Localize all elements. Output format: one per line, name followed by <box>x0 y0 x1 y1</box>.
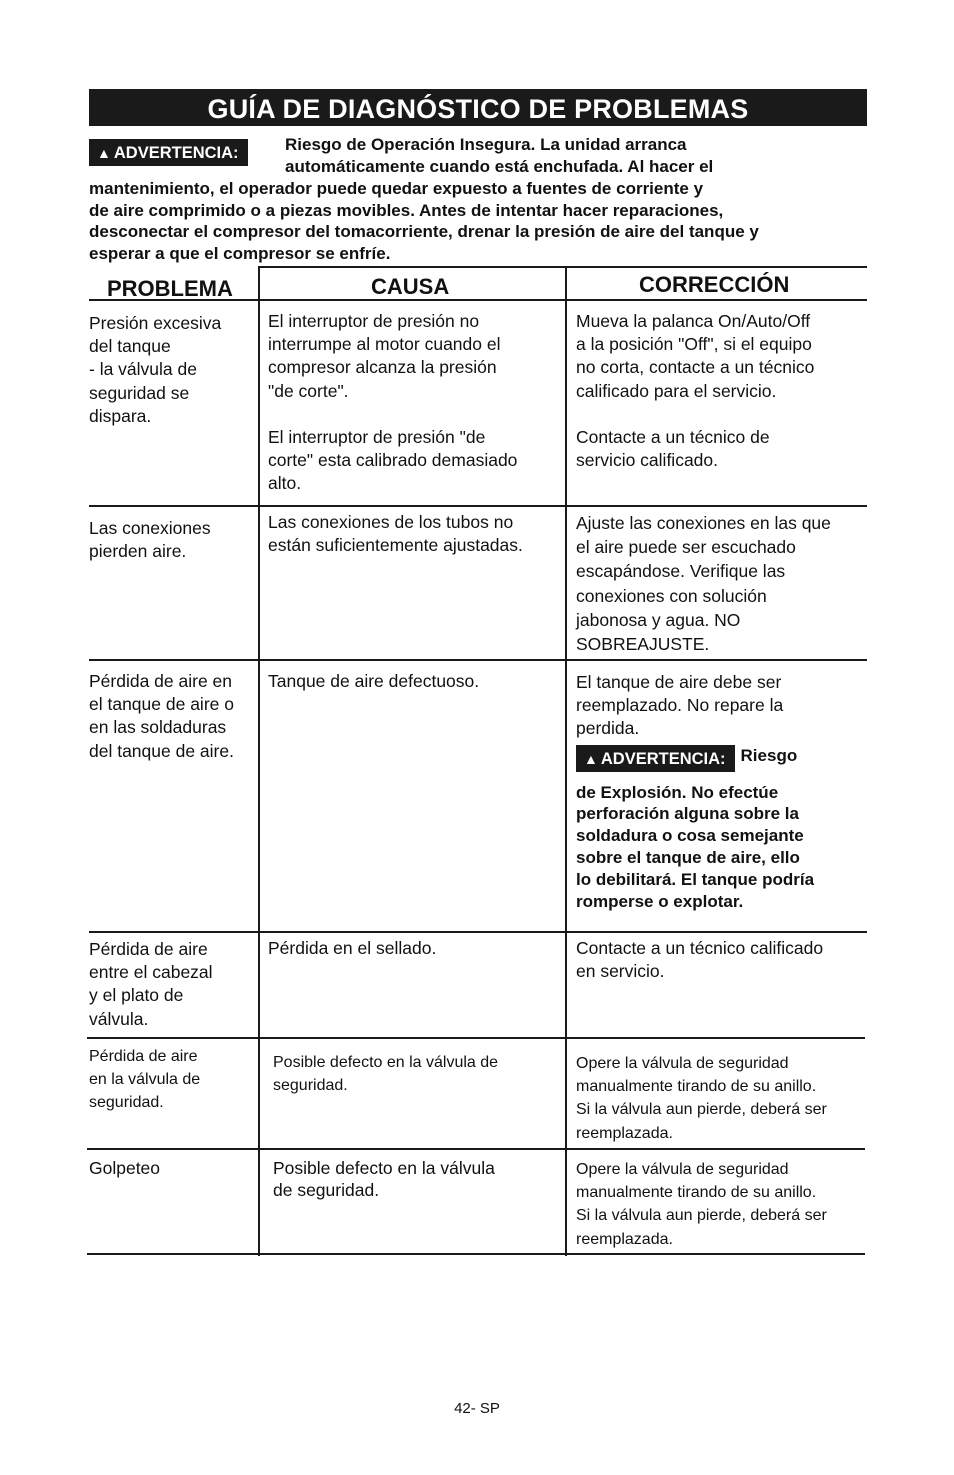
warning-badge <box>89 139 248 166</box>
row-1-correction-2: Contacte a un técnico de servicio calificado. <box>576 426 770 471</box>
row-3-warning-text: de Explosión. No efectúe perforación alguna sobre la soldadura o cosa semejante sobre el tanque de aire, ello lo debilitará. El tanque podría romperse o explotar. <box>576 782 815 911</box>
warning-triangle-icon: ▲ <box>584 750 598 767</box>
row-4-problem: Pérdida de aire entre el cabezal y el plato de válvula. <box>89 939 213 1029</box>
warning-text-intro: Riesgo de Operación Insegura. La unidad arranca automáticamente cuando está enchufada. Al hacer el <box>285 135 714 176</box>
row-3-warning-badge-label: ADVERTENCIA: <box>600 749 726 768</box>
table-top-rule <box>260 266 867 268</box>
row-1-cause-2: El interruptor de presión "de corte" esta calibrado demasiado alto. <box>268 426 518 494</box>
row-2-problem: Las conexiones pierden aire. <box>89 518 211 562</box>
row-1-correction-1: Mueva la palanca On/Auto/Off a la posición "Off", si el equipo no corta, contacte a un técnico calificado para el servicio. <box>576 311 815 401</box>
column-divider-1 <box>258 266 260 1256</box>
page-number: 42- SP <box>454 1400 500 1417</box>
warning-text-body: mantenimiento, el operador puede quedar expuesto a fuentes de corriente y de aire comprimido o a piezas movibles. Antes de intentar hacer reparaciones, desconectar el compresor del tomacorriente, drenar la presión de aire del tanque y esperar a que el compresor se enfríe. <box>89 179 759 263</box>
row-rule-4 <box>87 1037 865 1039</box>
row-3-warning <box>576 745 814 772</box>
warning-badge-label: ADVERTENCIA: <box>113 144 239 162</box>
row-5-cause: Posible defecto en la válvula de seguridad. <box>273 1054 499 1095</box>
row-4-correction: Contacte a un técnico calificado en servicio. <box>576 938 824 982</box>
row-3-warning-word: Riesgo <box>740 745 798 765</box>
row-rule-2 <box>89 659 867 661</box>
row-3-problem: Pérdida de aire en el tanque de aire o en las soldaduras del tanque de aire. <box>89 671 234 761</box>
row-1-cause <box>268 310 517 495</box>
row-1-problem: Presión excesiva del tanque - la válvula de seguridad se dispara. <box>89 313 222 426</box>
column-divider-2 <box>565 266 567 1256</box>
row-rule-5 <box>87 1148 865 1150</box>
row-2-cause: Las conexiones de los tubos no están suficientemente ajustadas. <box>268 512 523 556</box>
row-5-problem: Pérdida de aire en la válvula de seguridad. <box>89 1048 201 1112</box>
row-3-cause: Tanque de aire defectuoso. <box>268 671 480 691</box>
row-1-cause-1: El interruptor de presión no interrumpe al motor cuando el compresor alcanza la presión "de corte". <box>268 311 501 401</box>
row-3-correction-text: El tanque de aire debe ser reemplazado. No repare la perdida. <box>576 672 784 739</box>
warning-triangle-icon: ▲ <box>97 145 111 161</box>
table-bottom-rule <box>87 1253 865 1255</box>
row-rule-1 <box>89 505 867 507</box>
row-6-problem: Golpeteo <box>89 1158 161 1178</box>
row-6-correction: Opere la válvula de seguridad manualmente tirando de su anillo. Si la válvula aun pierde, deberá ser reemplazada. <box>576 1161 827 1248</box>
header-cause: CAUSA <box>371 274 450 299</box>
row-2-correction: Ajuste las conexiones en las que el aire puede ser escuchado escapándose. Verifique las conexiones con solución jabonosa y agua. NO SOBREAJUSTE. <box>576 513 831 655</box>
row-5-correction: Opere la válvula de seguridad manualmente tirando de su anillo. Si la válvula aun pierde, deberá ser reemplazada. <box>576 1055 827 1142</box>
page-title: GUÍA DE DIAGNÓSTICO DE PROBLEMAS <box>89 89 867 126</box>
row-1-correction <box>576 310 814 472</box>
row-4-cause: Pérdida en el sellado. <box>268 938 437 958</box>
header-problem: PROBLEMA <box>107 276 233 301</box>
row-3-warning-badge <box>576 745 735 772</box>
row-6-cause: Posible defecto en la válvula de seguridad. <box>273 1158 495 1200</box>
row-rule-3 <box>89 931 867 933</box>
header-correction: CORRECCIÓN <box>639 272 790 297</box>
row-3-correction <box>576 671 814 912</box>
